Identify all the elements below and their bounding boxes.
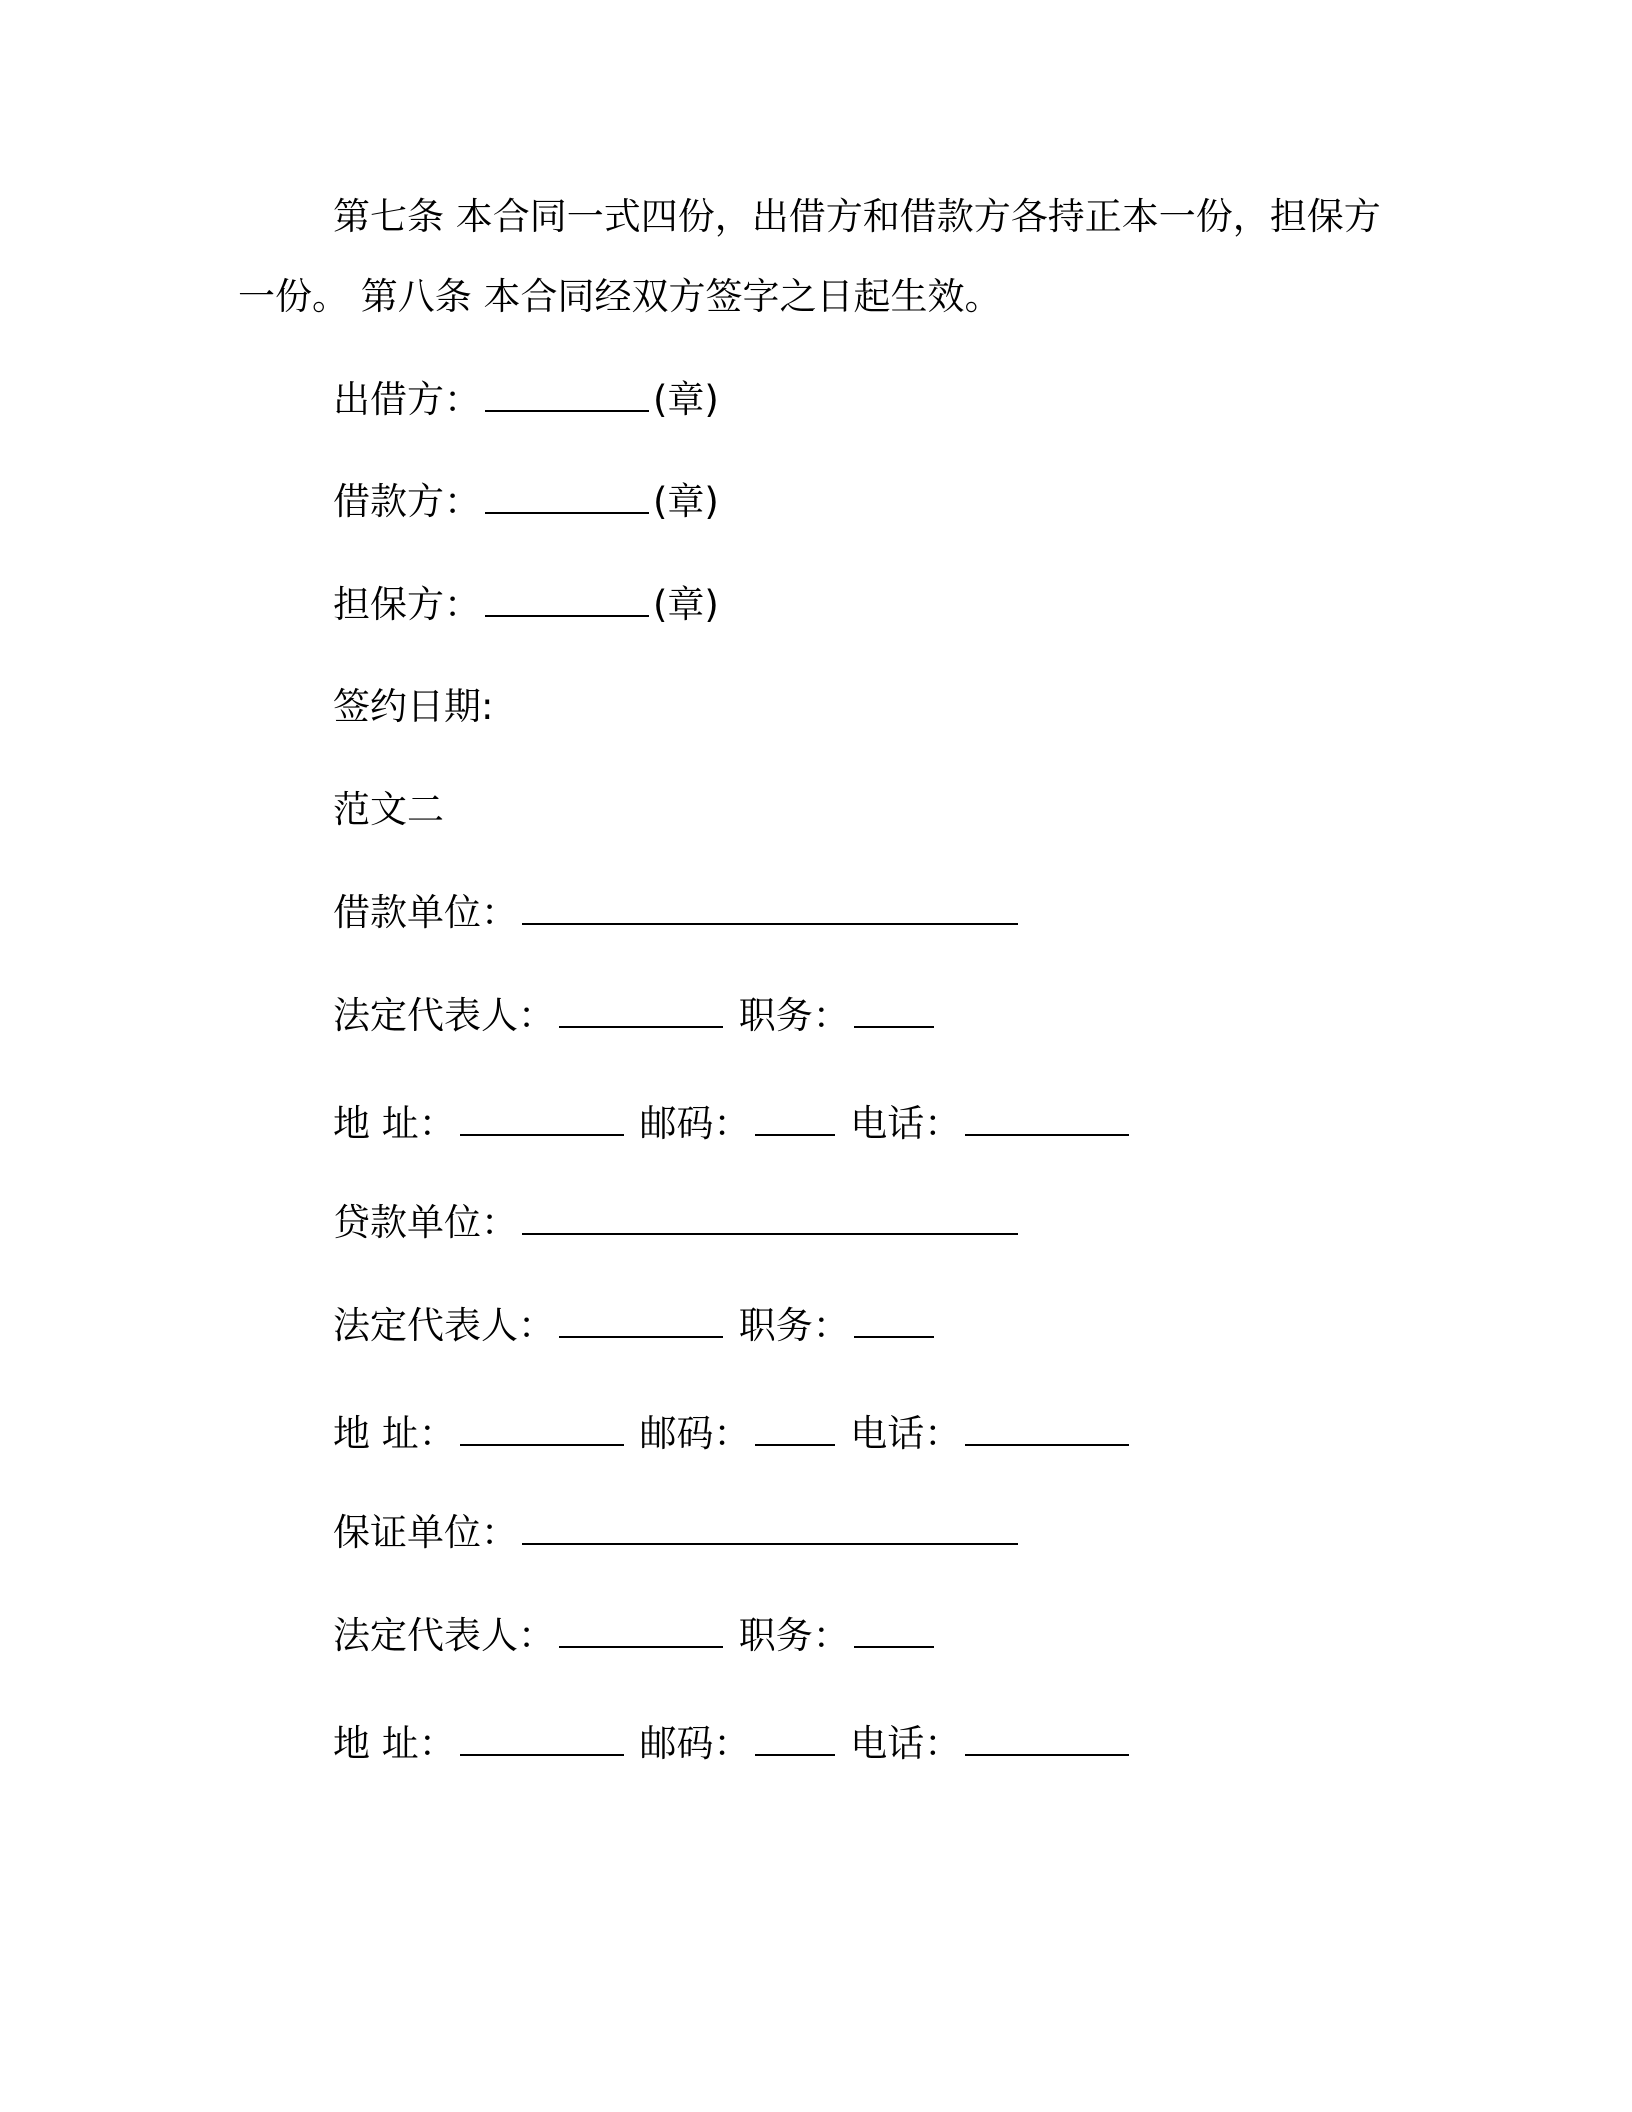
guarantor-label: 担保方： [333,583,481,626]
postcode-label: 邮码： [639,1102,751,1145]
address-blank [460,1104,624,1136]
position-blank [854,1306,934,1338]
sign-date-line [333,685,493,729]
lending-address-line [333,1412,1133,1456]
lending-unit-blank [522,1203,1018,1235]
phone-label: 电话： [850,1102,962,1145]
borrowing-unit-line [333,891,1022,935]
postcode-blank [755,1414,835,1446]
position-label: 职务： [738,1614,850,1657]
lender-label: 出借方： [333,378,481,421]
clause-paragraph: 第七条 本合同一式四份，出借方和借款方各持正本一份，担保方一份。 第八条 本合同经双方签字之日起生效。 [238,195,1381,318]
phone-label: 电话： [850,1412,962,1455]
rep-label: 法定代表人： [333,1304,555,1347]
lending-unit-label: 贷款单位： [333,1201,518,1244]
position-label: 职务： [738,994,850,1037]
guarantor-signature-line [333,583,719,627]
lender-signature-line [333,378,719,422]
borrowing-unit-label: 借款单位： [333,891,518,934]
phone-blank [965,1414,1129,1446]
borrower-signature-line [333,480,719,524]
borrower-seal-label: (章) [653,480,719,523]
postcode-blank [755,1724,835,1756]
borrowing-address-line [333,1102,1133,1146]
postcode-blank [755,1104,835,1136]
phone-blank [965,1104,1129,1136]
position-blank [854,996,934,1028]
postcode-label: 邮码： [639,1412,751,1455]
guarantor-blank [485,585,649,617]
sign-date-label: 签约日期: [333,685,494,728]
phone-label: 电话： [850,1722,962,1765]
borrower-blank [485,482,649,514]
section-title-text: 范文二 [333,788,444,831]
address-blank [460,1414,624,1446]
borrowing-unit-blank [522,893,1018,925]
guarantee-unit-label: 保证单位： [333,1511,518,1554]
section-title [333,788,444,832]
address-blank [460,1724,624,1756]
guarantee-unit-blank [522,1513,1018,1545]
guarantee-address-line [333,1722,1133,1766]
address-label: 地 址： [333,1722,456,1765]
position-label: 职务： [738,1304,850,1347]
borrower-label: 借款方： [333,480,481,523]
borrowing-rep-line [333,994,938,1038]
rep-blank [559,996,723,1028]
rep-label: 法定代表人： [333,1614,555,1657]
postcode-label: 邮码： [639,1722,751,1765]
position-blank [854,1616,934,1648]
guarantee-unit-line [333,1511,1022,1555]
lending-unit-line [333,1201,1022,1245]
guarantee-rep-line [333,1614,938,1658]
rep-label: 法定代表人： [333,994,555,1037]
lender-seal-label: (章) [653,378,719,421]
guarantor-seal-label: (章) [653,583,719,626]
lender-blank [485,380,649,412]
phone-blank [965,1724,1129,1756]
address-label: 地 址： [333,1412,456,1455]
lending-rep-line [333,1304,938,1348]
address-label: 地 址： [333,1102,456,1145]
rep-blank [559,1306,723,1338]
rep-blank [559,1616,723,1648]
